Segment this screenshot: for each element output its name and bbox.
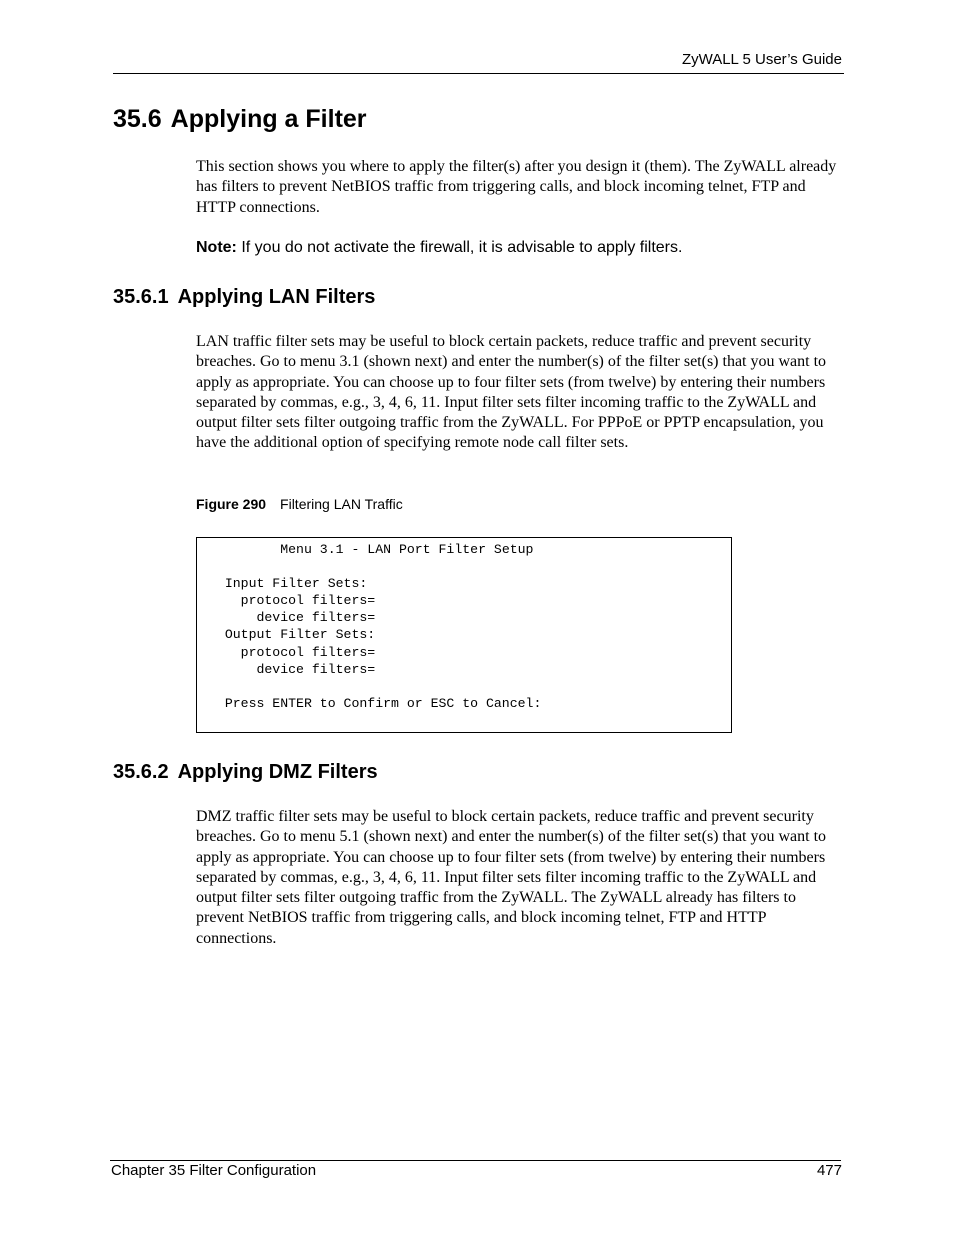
running-header-title: ZyWALL 5 User’s Guide [681,51,842,68]
screen-output-protocol-filters-field: protocol filters= [240,644,376,660]
lan-body-paragraph: LAN traffic filter sets may be useful to block certain packets, reduce traffic and prevent security breaches. Go to menu 3.1 (shown next) and enter the number(s) of the filter set(s) that you want to apply as appropriate. You can choose up to four filter sets (from twelve) by entering their numbers separated by commas, e.g., 3, 4, 6, 11. Input filter sets filter incoming traffic to the ZyWALL and output filter sets filter outgoing traffic from the ZyWALL. For PPPoE or PPTP encapsulation, you have the additional option of specifying remote node call filter sets. [196,333,827,452]
screen-input-sets-label: Input Filter Sets: [224,576,368,592]
screen-output-sets-label: Output Filter Sets: [224,627,376,643]
note-paragraph [196,238,846,258]
screen-menu-title: Menu 3.1 - LAN Port Filter Setup [280,542,534,557]
header-divider [113,73,844,74]
footer-page-number: 477 [816,1162,842,1179]
figure-caption-text: Filtering LAN Traffic [280,496,403,512]
figure-label: Figure 290 [196,496,267,512]
dmz-subsection-number: 35.6.2 [113,761,169,783]
dmz-subsection-heading [113,759,378,785]
section-heading [113,103,367,135]
section-title: Applying a Filter [170,105,367,133]
screen-input-protocol-filters-field: protocol filters= [240,593,376,609]
dmz-body-paragraph: DMZ traffic filter sets may be useful to block certain packets, reduce traffic and prevent security breaches. Go to menu 5.1 (shown next) and enter the number(s) of the filter set(s) that you want to apply as appropriate. You can choose up to four filter sets (from twelve) by entering their numbers separated by commas, e.g., 3, 4, 6, 11. Input filter sets filter incoming traffic to the ZyWALL and output filter sets filter outgoing traffic from the ZyWALL. The ZyWALL already has filters to prevent NetBIOS traffic from triggering calls, and block incoming telnet, FTP and HTTP connections. [196,808,827,947]
screen-output-device-filters-field: device filters= [256,661,376,677]
dmz-subsection-title: Applying DMZ Filters [177,761,378,783]
lan-subsection-number: 35.6.1 [113,286,169,308]
section-number: 35.6 [113,105,162,133]
lan-filter-setup-screen [196,537,732,733]
lan-subsection-heading [113,284,375,310]
lan-subsection-title: Applying LAN Filters [177,286,376,308]
figure-caption [196,495,403,513]
screen-input-device-filters-field: device filters= [256,610,376,626]
footer-chapter: Chapter 35 Filter Configuration [111,1162,317,1179]
note-label: Note: [196,239,237,256]
screen-confirm-prompt: Press ENTER to Confirm or ESC to Cancel: [224,695,542,711]
screen-text [197,541,541,712]
note-text: If you do not activate the firewall, it is advisable to apply filters. [236,239,683,256]
footer-divider [110,1160,841,1161]
section-intro-paragraph: This section shows you where to apply the filter(s) after you design it (them). The ZyWALL already has filters to prevent NetBIOS traffic from triggering calls, and block incoming telnet, FTP and HTTP connections. [196,158,837,216]
